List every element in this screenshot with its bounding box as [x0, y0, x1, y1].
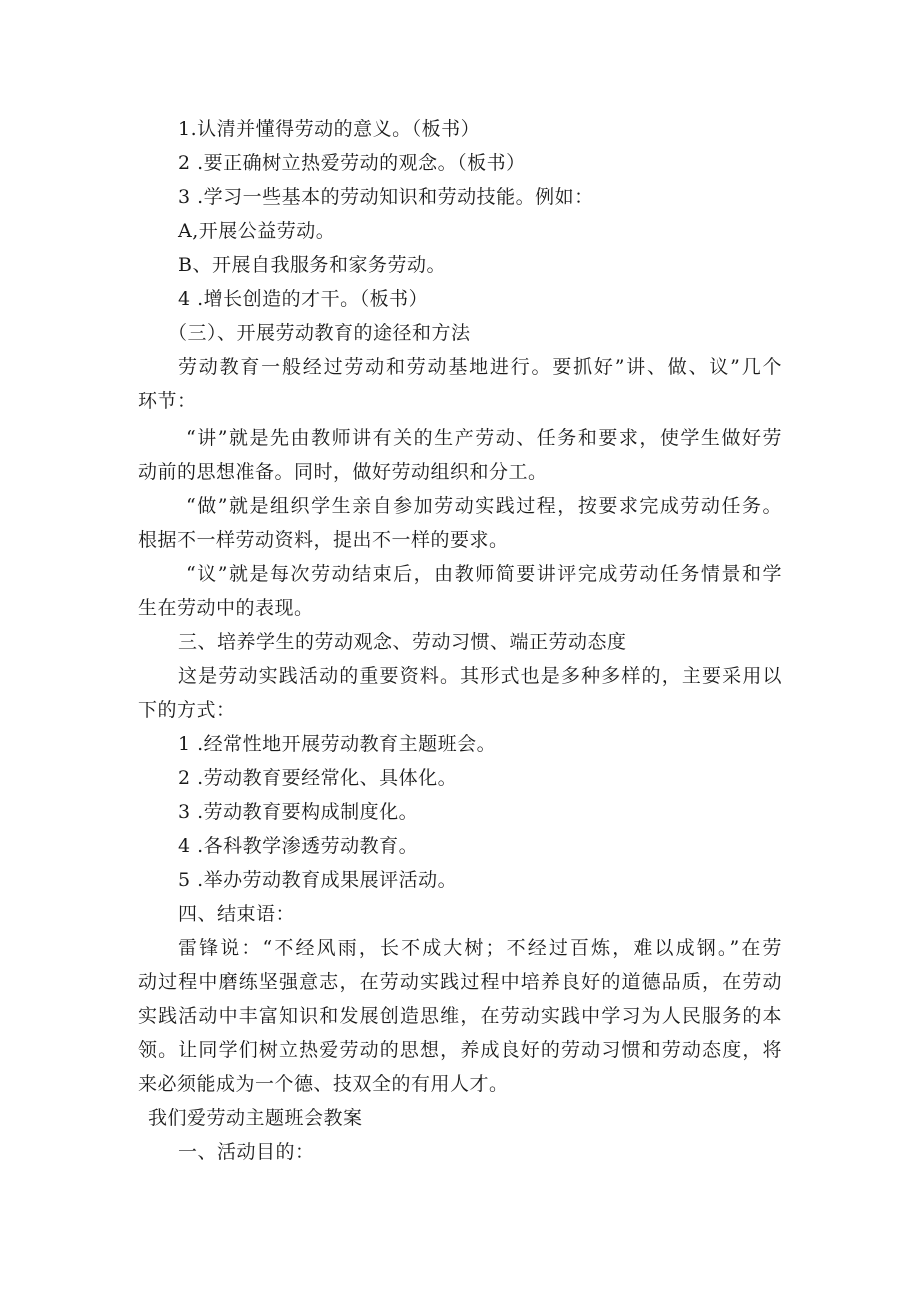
paragraph-line: “讲”就是先由教师讲有关的生产劳动、任务和要求，使学生做好劳 [186, 427, 782, 449]
paragraph-line: “议”就是每次劳动结束后，由教师简要讲评完成劳动任务情景和学 [186, 563, 782, 585]
paragraph-line: 雷锋说：“不经风雨，长不成大树；不经过百炼，难以成钢。”在劳 [178, 937, 782, 959]
section-heading: 一、活动目的： [178, 1141, 315, 1163]
section-heading: 四、结束语： [178, 903, 296, 925]
paragraph-line: 2 .要正确树立热爱劳动的观念。（板书） [178, 152, 526, 174]
paragraph-line: A,开展公益劳动。 [178, 220, 336, 242]
section-heading: （三）、开展劳动教育的途径和方法 [168, 322, 471, 344]
paragraph-line: 下的方式： [138, 699, 236, 721]
paragraph-line: B、开展自我服务和家务劳动。 [178, 254, 446, 276]
paragraph-line: 根据不一样劳动资料，提出不一样的要求。 [138, 529, 509, 551]
paragraph-line: 1.认清并懂得劳动的意义。（板书） [178, 118, 481, 140]
paragraph-line: 动过程中磨练坚强意志，在劳动实践过程中培养良好的道德品质，在劳动 [138, 971, 782, 993]
list-item: 2 .劳动教育要经常化、具体化。 [178, 767, 458, 789]
list-item: 1 .经常性地开展劳动教育主题班会。 [178, 733, 497, 755]
list-item: 5 .举办劳动教育成果展评活动。 [178, 869, 458, 891]
paragraph-line: 领。让同学们树立热爱劳动的思想，养成良好的劳动习惯和劳动态度，将 [138, 1039, 782, 1061]
document-title: 我们爱劳动主题班会教案 [148, 1107, 363, 1129]
paragraph-line: 4 .增长创造的才干。（板书） [178, 288, 429, 310]
list-item: 3 .劳动教育要构成制度化。 [178, 801, 419, 823]
paragraph-line: 3 .学习一些基本的劳动知识和劳动技能。例如： [178, 186, 594, 208]
section-heading: 三、培养学生的劳动观念、劳动习惯、端正劳动态度 [178, 631, 627, 653]
paragraph-line: 劳动教育一般经过劳动和劳动基地进行。要抓好”讲、做、议”几个 [178, 356, 782, 378]
paragraph-line: 生在劳动中的表现。 [138, 597, 314, 619]
paragraph-line: 实践活动中丰富知识和发展创造思维，在劳动实践中学习为人民服务的本 [138, 1005, 782, 1027]
paragraph-line: 动前的思想准备。同时，做好劳动组织和分工。 [138, 461, 548, 483]
paragraph-line: 环节： [138, 390, 197, 412]
paragraph-line: 这是劳动实践活动的重要资料。其形式也是多种多样的，主要采用以 [178, 665, 782, 687]
paragraph-line: “做”就是组织学生亲自参加劳动实践过程，按要求完成劳动任务。 [186, 495, 782, 517]
list-item: 4 .各科教学渗透劳动教育。 [178, 835, 419, 857]
paragraph-line: 来必须能成为一个德、技双全的有用人才。 [138, 1073, 509, 1095]
